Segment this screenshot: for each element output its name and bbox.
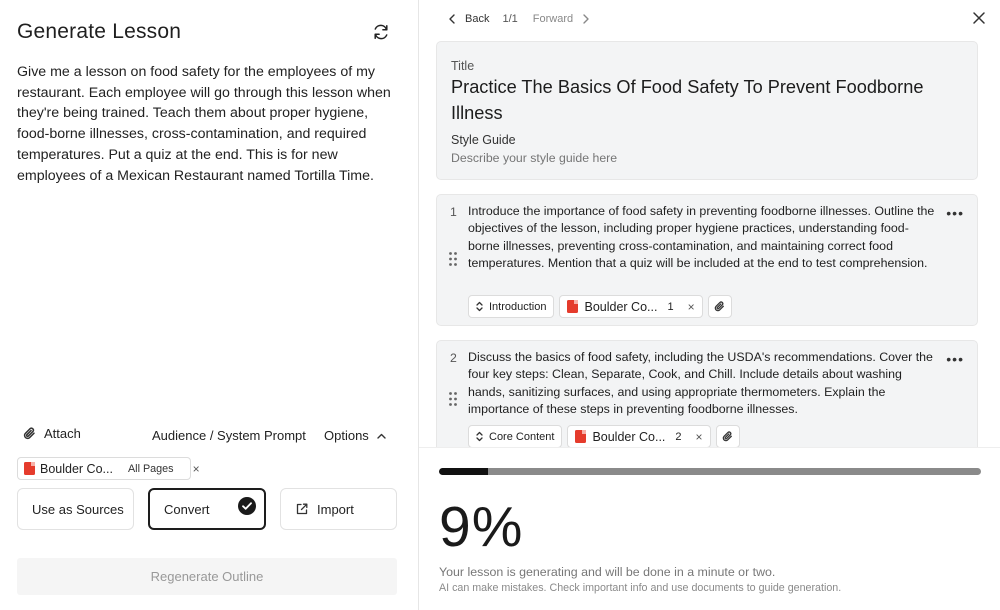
section-number: 1 [450,205,457,219]
lesson-title-card [436,41,978,180]
options-label: Options [324,428,369,443]
sort-icon [476,301,483,312]
section-text[interactable]: Introduce the importance of food safety in preventing foodborne illnesses. Outline the objectives of the lesson, including proper hygiene practices, understanding food-borne illnesses, preventing cross-contamination, and maintaining correct food temperatures. Mention that a quiz will be included at the end to test comprehension. [468,204,935,271]
source-document-name: Boulder Co... [40,461,113,476]
use-as-sources-label: Use as Sources [32,501,124,517]
section-type-select[interactable] [468,295,554,318]
attach-label: Attach [44,426,81,441]
section-document-count: 1 [667,300,674,313]
check-icon [238,497,256,515]
generate-panel [0,0,419,610]
section-type-label: Core Content [489,430,555,443]
generation-progress-panel [419,447,1000,610]
pdf-icon [24,462,35,475]
generation-status-message: Your lesson is generating and will be done in a minute or two. [439,565,776,579]
more-icon[interactable]: ••• [946,351,964,367]
back-button[interactable] [449,13,489,25]
section-document-name: Boulder Co... [592,429,666,444]
attach-button[interactable] [23,426,81,441]
section-document-name: Boulder Co... [584,299,658,314]
progress-bar [439,468,981,475]
section-type-select[interactable] [468,425,562,448]
style-guide-label: Style Guide [451,133,516,147]
paperclip-icon [23,426,36,441]
paperclip-icon [714,300,725,313]
external-link-icon [296,503,308,515]
page-indicator: 1/1 [502,13,518,25]
section-text[interactable]: Discuss the basics of food safety, including the USDA's recommendations. Cover the four key steps: Clean, Separate, Cook, and Chill. Include details about washing hands, sanitizing surfaces, and using appropriate thermometers. Explain the importance of these steps in preventing foodborne illnesses. [468,350,933,417]
section-type-label: Introduction [489,300,547,313]
convert-label: Convert [164,501,210,517]
style-guide-input[interactable] [451,151,851,165]
title-label: Title [451,59,475,73]
chevron-right-icon [583,14,589,24]
section-chips [468,425,740,448]
back-label: Back [465,13,490,25]
outline-panel [419,0,1000,610]
panel-title: Generate Lesson [17,20,182,43]
section-chips [468,295,732,318]
paperclip-icon [722,430,733,443]
section-document-chip[interactable] [567,425,710,448]
use-as-sources-button[interactable] [17,488,134,530]
drag-handle-icon[interactable] [448,391,458,407]
chevron-left-icon [449,14,455,24]
regenerate-outline-button[interactable]: Regenerate Outline [17,558,397,595]
remove-source-button[interactable]: × [192,461,200,476]
refresh-icon[interactable] [372,23,390,41]
forward-button[interactable] [533,13,589,25]
convert-button[interactable] [148,488,266,530]
section-document-chip[interactable] [559,295,702,318]
lesson-prompt-text[interactable]: Give me a lesson on food safety for the employees of my restaurant. Each employee will go through this lesson when they're being trained. Teach them about proper hygiene, food-borne illnesses, cross-contamination, and required temperatures. Put a quiz at the end. This is for new employees of a Mexican Restaurant named Tortilla Time. [17,64,391,184]
remove-document-button[interactable]: × [695,429,703,444]
source-document-chip[interactable] [17,457,200,480]
lesson-title-field[interactable]: Practice The Basics Of Food Safety To Prevent Foodborne Illness [451,77,924,123]
import-label: Import [317,501,354,517]
sort-icon [476,431,483,442]
forward-label: Forward [532,13,574,25]
ai-disclaimer: AI can make mistakes. Check important info and use documents to guide generation. [439,582,842,594]
audience-system-prompt-button[interactable]: Audience / System Prompt [152,428,306,443]
source-pages-label: All Pages [127,462,174,475]
options-toggle[interactable] [324,428,386,443]
close-icon[interactable] [972,11,986,25]
more-icon[interactable]: ••• [946,205,964,221]
outline-section [436,194,978,326]
attach-to-section-button[interactable] [716,425,740,448]
import-button[interactable] [280,488,397,530]
attach-to-section-button[interactable] [708,295,732,318]
section-document-count: 2 [675,430,682,443]
progress-bar-fill [439,468,488,475]
prompt-toolbar [17,426,397,446]
progress-percent: 9% [439,495,524,559]
pdf-icon [567,300,578,313]
remove-document-button[interactable]: × [687,299,695,314]
pdf-icon [575,430,586,443]
drag-handle-icon[interactable] [448,251,458,267]
section-number: 2 [450,351,457,365]
outline-navigation [449,11,589,27]
chevron-up-icon [377,433,386,439]
